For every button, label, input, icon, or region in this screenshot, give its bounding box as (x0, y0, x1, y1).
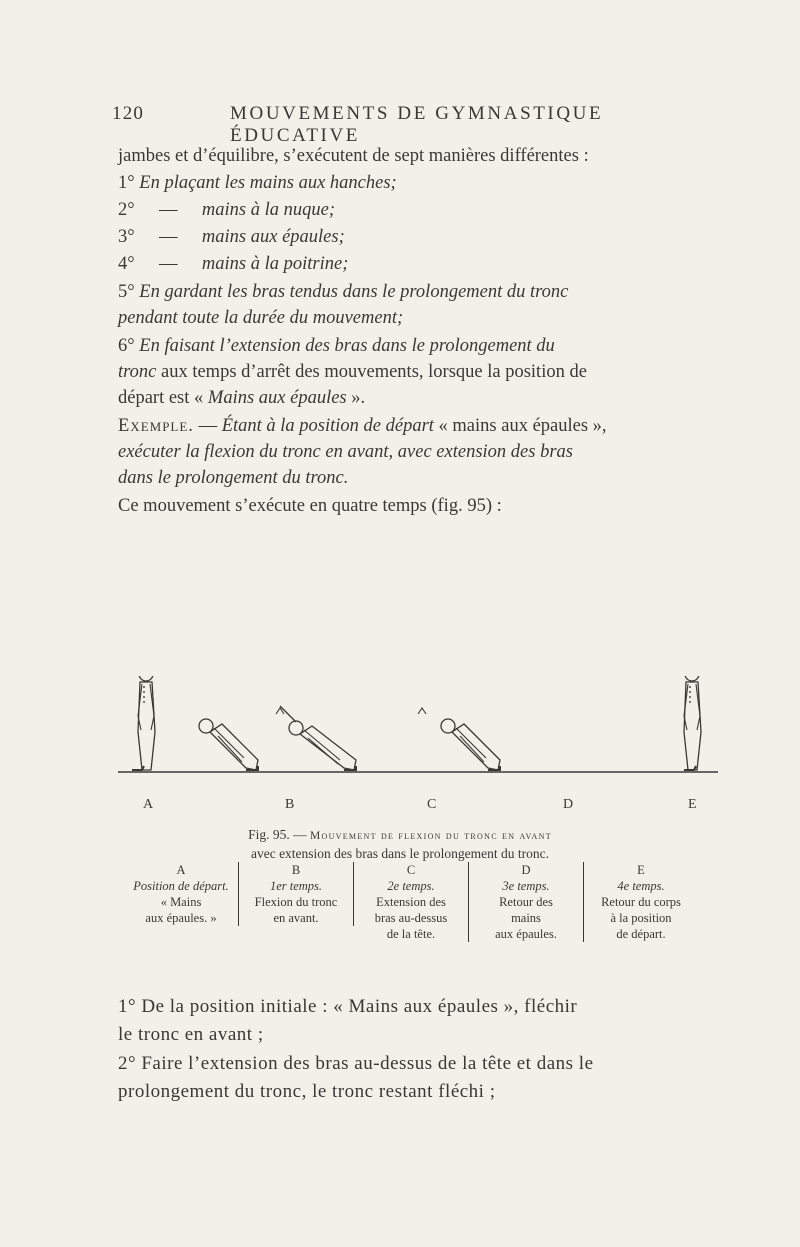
col-line: en avant. (273, 911, 319, 925)
list-num: 1° (118, 173, 135, 193)
example-label: Exemple. (118, 416, 194, 436)
step-text: Faire l’extension des bras au-dessus de la tête et dans le (141, 1053, 594, 1074)
intro-line: jambes et d’équilibre, s’exécutent de sept manières différentes : (118, 146, 589, 166)
example-line-2: exécuter la flexion du tronc en avant, avec extension des bras (118, 442, 573, 462)
list-item-5-cont (118, 305, 694, 331)
list-item-6-end (118, 385, 694, 411)
col-line: Retour des (499, 895, 553, 909)
list-text: mains aux épaules; (201, 227, 345, 247)
figure-d-flexed-return (418, 708, 500, 770)
figure-95-illustration (118, 676, 718, 784)
col-line: à la position (610, 911, 672, 925)
caption-col-c (354, 862, 469, 942)
list-num: 6° (118, 336, 135, 356)
label-e: E (688, 797, 697, 812)
col-line: Extension des (376, 895, 446, 909)
step-num: 2° (118, 1053, 137, 1074)
example-line-3: dans le prolongement du tronc. (118, 468, 349, 488)
caption-col-a (124, 862, 239, 926)
example-line-1 (118, 413, 694, 439)
col-title: 4e temps. (617, 879, 665, 893)
sentence-fig: Ce mouvement s’exécute en quatre temps (fig. 95) : (118, 496, 502, 516)
col-line: Flexion du tronc (254, 895, 338, 909)
ditto-dash: — (159, 254, 178, 274)
caption-col-b (239, 862, 354, 926)
list-text-roman: départ est « (118, 388, 208, 408)
col-line: de la tête. (386, 927, 436, 941)
list-text: En faisant l’extension des bras dans le prolongement du (139, 336, 555, 356)
list-item-2 (118, 197, 694, 223)
label-a: A (143, 797, 154, 812)
step-1 (118, 993, 694, 1021)
figure-c-arms-extended (276, 706, 356, 770)
caption-line-1 (0, 826, 800, 845)
figure-caption (0, 826, 800, 862)
list-num: 4° (118, 254, 135, 274)
col-letter: E (637, 863, 645, 877)
col-line: aux épaules. (495, 927, 557, 941)
list-text: mains à la poitrine; (201, 254, 349, 274)
list-text: En plaçant les mains aux hanches; (139, 173, 397, 193)
list-num: 3° (118, 227, 135, 247)
example-dash: — (193, 416, 222, 436)
step-text: De la position initiale : « Mains aux épaules », fléchir (141, 996, 578, 1017)
caption-columns (124, 862, 698, 966)
list-item-1 (118, 170, 694, 196)
figure-e-standing (684, 676, 701, 770)
list-item-3 (118, 224, 694, 250)
caption-prefix: Fig. 95. — (248, 827, 310, 842)
list-text-italic: Mains aux épaules (207, 388, 347, 408)
label-c: C (427, 797, 437, 812)
example-rest: « mains aux épaules », (433, 416, 607, 436)
caption-col-d (469, 862, 584, 942)
col-title: Position de départ. (133, 879, 229, 893)
col-letter: C (406, 863, 416, 877)
list-num: 2° (118, 200, 135, 220)
list-text-roman: ». (346, 388, 366, 408)
list-text-cont: pendant toute la durée du mouvement; (118, 308, 404, 328)
list-item-4 (118, 251, 694, 277)
example-italic: Étant à la position de départ (221, 416, 434, 436)
list-text-roman: aux temps d’arrêt des mouvements, lorsque la position de (156, 362, 587, 382)
figure-a-standing (132, 676, 155, 770)
col-line: mains (511, 911, 541, 925)
step-2-cont: prolongement du tronc, le tronc restant fléchi ; (118, 1081, 496, 1102)
label-b: B (285, 797, 295, 812)
list-item-6 (118, 333, 694, 359)
list-text: En gardant les bras tendus dans le prolongement du tronc (139, 282, 569, 302)
page-number: 120 (112, 103, 145, 124)
col-letter: B (291, 863, 301, 877)
col-letter: A (176, 863, 186, 877)
col-line: « Mains (160, 895, 202, 909)
figure-b-flexed (199, 719, 258, 770)
col-line: bras au-dessus (374, 911, 448, 925)
list-text: mains à la nuque; (201, 200, 335, 220)
caption-title: Mouvement de flexion du tronc en avant (309, 830, 552, 842)
col-title: 2e temps. (387, 879, 435, 893)
list-item-5 (118, 279, 694, 305)
caption-line-2: avec extension des bras dans le prolongement du tronc. (250, 846, 550, 861)
col-line: de départ. (616, 927, 666, 941)
list-text-italic: tronc (118, 362, 157, 382)
ditto-dash: — (159, 227, 178, 247)
label-d: D (563, 797, 574, 812)
list-num: 5° (118, 282, 135, 302)
col-title: 1er temps. (269, 879, 323, 893)
col-line: aux épaules. » (145, 911, 217, 925)
col-letter: D (521, 863, 531, 877)
ditto-dash: — (159, 200, 178, 220)
step-1-cont: le tronc en avant ; (118, 1024, 264, 1045)
col-line: Retour du corps (601, 895, 681, 909)
step-2 (118, 1050, 694, 1078)
running-title: MOUVEMENTS DE GYMNASTIQUE ÉDUCATIVE (230, 103, 604, 146)
caption-col-e (584, 862, 698, 942)
list-item-6-cont (118, 359, 694, 385)
step-num: 1° (118, 996, 137, 1017)
col-title: 3e temps. (502, 879, 550, 893)
